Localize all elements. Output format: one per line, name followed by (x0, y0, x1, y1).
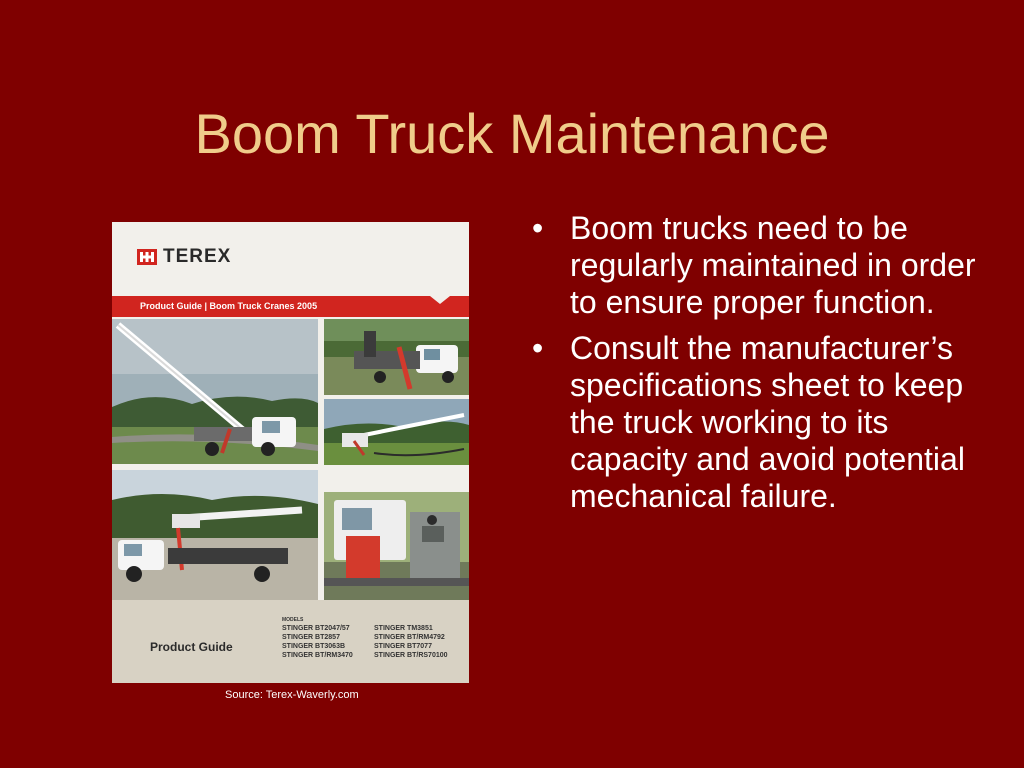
bullet-marker: • (532, 330, 544, 366)
bullet-item (532, 330, 1002, 515)
brochure-image (112, 222, 469, 683)
bullet-marker: • (532, 210, 544, 246)
model-item: STINGER BT/RM3470 (282, 652, 353, 659)
model-item: STINGER BT/RS70100 (374, 652, 448, 659)
header-notch (430, 296, 450, 304)
bullet-list (532, 210, 1002, 524)
bullet-item (532, 210, 1002, 321)
model-item: STINGER BT3063B (282, 643, 346, 650)
image-source-caption: Source: Terex-Waverly.com (225, 689, 359, 701)
slide-title: Boom Truck Maintenance (194, 102, 830, 165)
model-item: STINGER BT2857 (282, 634, 340, 641)
terex-logo (137, 246, 231, 268)
bullet-text: Boom trucks need to be regularly maintained in order to ensure proper function. (570, 210, 976, 320)
product-guide-header: Product Guide | Boom Truck Cranes 2005 (112, 296, 469, 317)
model-item: STINGER BT7077 (374, 643, 432, 650)
bullet-text: Consult the manufacturer’s specifications sheet to keep the truck working to its capacity and avoid potential mechanical failure. (570, 330, 965, 514)
product-guide-label: Product Guide (150, 640, 233, 654)
model-item: STINGER BT/RM4792 (374, 634, 445, 641)
brand-name: TEREX (163, 246, 232, 267)
model-item: STINGER BT2047/57 (282, 625, 350, 632)
boom-truck-photo-middle-right (324, 399, 469, 465)
boom-truck-photo-main (112, 319, 318, 464)
models-caption: MODELS (282, 617, 304, 623)
models-list (282, 625, 462, 659)
boom-truck-photo-top-right (324, 319, 469, 395)
model-item: STINGER TM3851 (374, 625, 433, 632)
boom-truck-photo-bottom-right (324, 492, 469, 600)
boom-truck-photo-bottom-left (112, 470, 318, 600)
terex-logo-icon (137, 249, 157, 265)
